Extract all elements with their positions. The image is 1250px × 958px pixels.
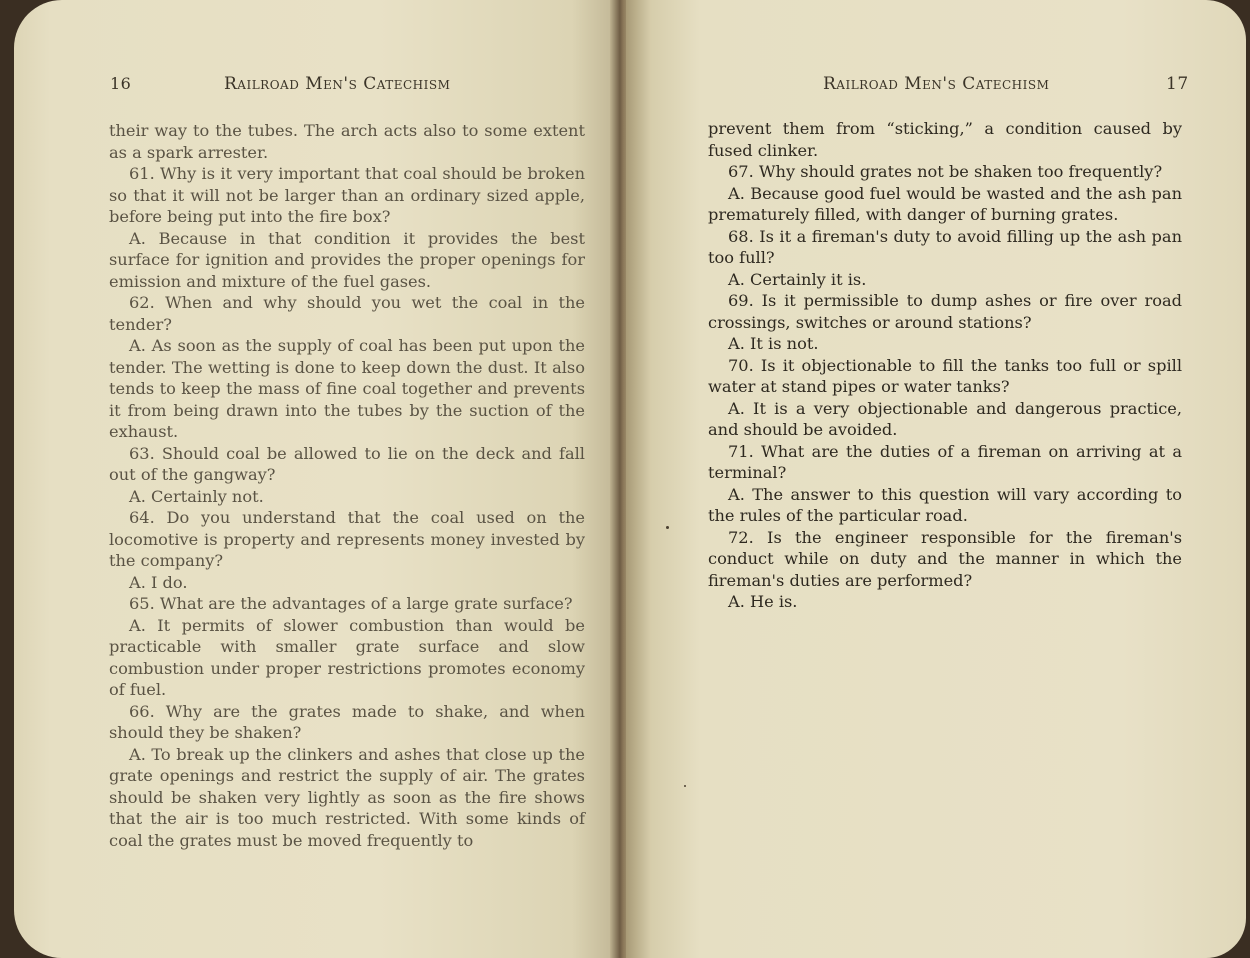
answer-70: A. It is a very objectionable and dangerous practice, and should be avoided. [708, 398, 1182, 439]
answer-66: A. To break up the clinkers and ashes that close up the grate openings and restrict the supply of air. The grates should be shaken very lightly as soon as the fire shows that the air is too much restricted. With some kinds of coal the grates must be moved frequently to [109, 744, 585, 850]
left-page [14, 0, 620, 958]
question-68: 68. Is it a fireman's duty to avoid filling up the ash pan too full? [708, 226, 1182, 267]
question-64: 64. Do you understand that the coal used on the locomotive is property and represents money invested by the company? [109, 508, 585, 570]
left-page-text [109, 120, 585, 851]
running-title-left: Railroad Men's Catechism [224, 74, 451, 94]
page-number-right: 17 [1166, 74, 1189, 94]
answer-67: A. Because good fuel would be wasted and the ash pan prematurely filled, with danger of burning grates. [708, 183, 1182, 224]
answer-71: A. The answer to this question will vary according to the rules of the particular road. [708, 484, 1182, 525]
page-number-left: 16 [110, 74, 132, 93]
paragraph: their way to the tubes. The arch acts also to some extent as a spark arrester. [109, 121, 585, 162]
answer-64: A. I do. [129, 572, 188, 592]
answer-72: A. He is. [728, 592, 798, 611]
paper-speck [684, 785, 686, 787]
answer-65: A. It permits of slower combustion than would be practicable with smaller grate surface and slow combustion under proper restrictions promotes economy of fuel. [109, 615, 585, 699]
answer-62: A. As soon as the supply of coal has been put upon the tender. The wetting is done to keep down the dust. It also tends to keep the mass of fine coal together and prevents it from being drawn into the tubes by the suction of the exhaust. [109, 336, 585, 441]
paper-speck [666, 526, 669, 529]
answer-68: A. Certainly it is. [728, 269, 867, 289]
question-61: 61. Why is it very important that coal should be broken so that it will not be larger than an ordinary sized apple, before being put into the fire box? [109, 164, 585, 226]
right-page-text [708, 118, 1182, 613]
question-66: 66. Why are the grates made to shake, and when should they be shaken? [109, 701, 585, 742]
question-69: 69. Is it permissible to dump ashes or fire over road crossings, switches or around stations? [708, 291, 1182, 332]
question-67: 67. Why should grates not be shaken too frequently? [728, 162, 1163, 181]
question-72: 72. Is the engineer responsible for the fireman's conduct while on duty and the manner in which the fireman's duties are performed? [708, 527, 1182, 590]
question-65: 65. What are the advantages of a large grate surface? [129, 594, 573, 613]
question-70: 70. Is it objectionable to fill the tanks too full or spill water at stand pipes or water tanks? [708, 355, 1182, 396]
paragraph: prevent them from “sticking,” a condition caused by fused clinker. [708, 119, 1182, 160]
question-62: 62. When and why should you wet the coal in the tender? [109, 293, 585, 334]
answer-63: A. Certainly not. [129, 486, 264, 506]
question-71: 71. What are the duties of a fireman on arriving at a terminal? [708, 441, 1182, 482]
question-63: 63. Should coal be allowed to lie on the deck and fall out of the gangway? [109, 443, 585, 484]
answer-69: A. It is not. [728, 334, 819, 353]
answer-61: A. Because in that condition it provides the best surface for ignition and provides the proper openings for emission and mixture of the fuel gases. [109, 228, 585, 291]
running-title-right: Railroad Men's Catechism [823, 74, 1050, 94]
right-page [626, 0, 1246, 958]
